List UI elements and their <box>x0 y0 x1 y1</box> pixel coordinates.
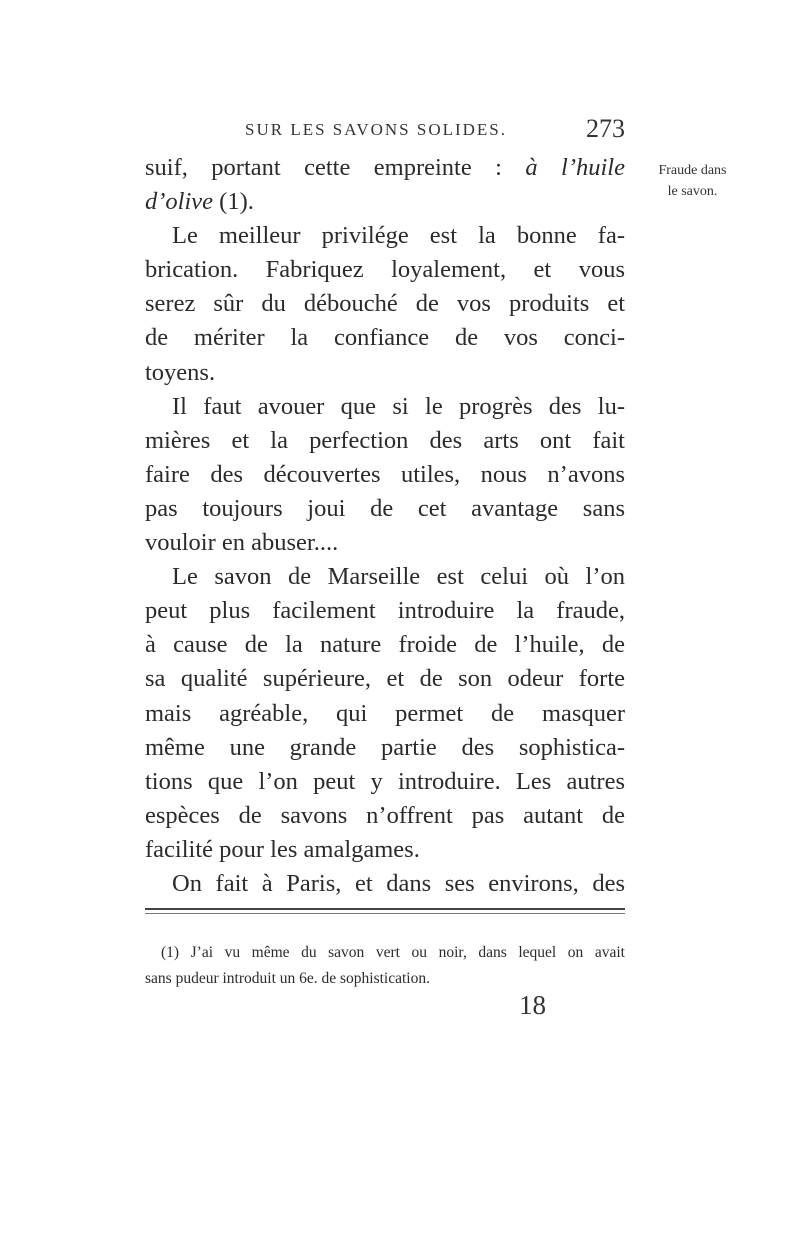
text-line-9: mières et la perfection des arts ont fait <box>145 426 625 454</box>
text-line-4: brication. Fabriquez loyalement, et vous <box>145 256 625 284</box>
footnote-line-2: sans pudeur introduit un 6e. de sophistication. <box>145 970 430 987</box>
text-line-5: serez sûr du débouché de vos produits et <box>145 290 625 318</box>
text-line-2 <box>145 185 625 219</box>
running-title: SUR LES SAVONS SOLIDES. <box>245 120 508 139</box>
text-line-11: pas toujours joui de cet avantage sans <box>145 494 625 522</box>
text-line-19: tions que l’on peut y introduire. Les autres <box>145 767 625 795</box>
text-line-22: On fait à Paris, et dans ses environs, des <box>172 869 625 897</box>
text-line-21: facilité pour les amalgames. <box>145 835 420 863</box>
footnote-line-1: (1) J’ai vu même du savon vert ou noir, dans lequel on avait <box>161 944 625 961</box>
footnote-rule <box>145 908 625 910</box>
margin-note-line-1: Fraude dans <box>658 163 727 178</box>
text-line-1-roman: suif, portant cette empreinte : <box>145 154 526 181</box>
margin-note <box>640 160 745 202</box>
text-line-16: sa qualité supérieure, et de son odeur forte <box>145 665 625 693</box>
footnote <box>145 940 625 992</box>
text-line-2-italic: d’olive <box>145 188 214 216</box>
text-line-14: peut plus facilement introduire la fraude, <box>145 597 625 625</box>
signature-mark: 18 <box>519 990 546 1020</box>
text-line-10: faire des découvertes utiles, nous n’avons <box>145 460 625 488</box>
footnote-rule-thin <box>145 913 625 914</box>
text-line-3: Le meilleur privilége est la bonne fa- <box>172 222 625 250</box>
text-line-1 <box>145 151 625 185</box>
page-number: 273 <box>586 114 625 143</box>
text-line-8: Il faut avouer que si le progrès des lu- <box>172 392 625 420</box>
margin-note-line-2: le savon. <box>667 184 718 199</box>
text-line-6: de mériter la confiance de vos conci- <box>145 324 625 352</box>
text-line-17: mais agréable, qui permet de masquer <box>145 699 625 727</box>
text-line-12: vouloir en abuser.... <box>145 529 339 557</box>
text-line-7: toyens. <box>145 358 216 386</box>
text-line-1-italic: à l’huile <box>525 154 625 181</box>
text-line-18: même une grande partie des sophistica- <box>145 733 625 761</box>
text-line-15: à cause de la nature froide de l’huile, de <box>145 631 625 659</box>
text-line-2-roman: (1). <box>213 188 254 216</box>
text-line-20: espèces de savons n’offrent pas autant de <box>145 801 625 829</box>
body-text <box>145 151 625 901</box>
text-line-13: Le savon de Marseille est celui où l’on <box>172 563 625 591</box>
running-head <box>145 112 625 146</box>
